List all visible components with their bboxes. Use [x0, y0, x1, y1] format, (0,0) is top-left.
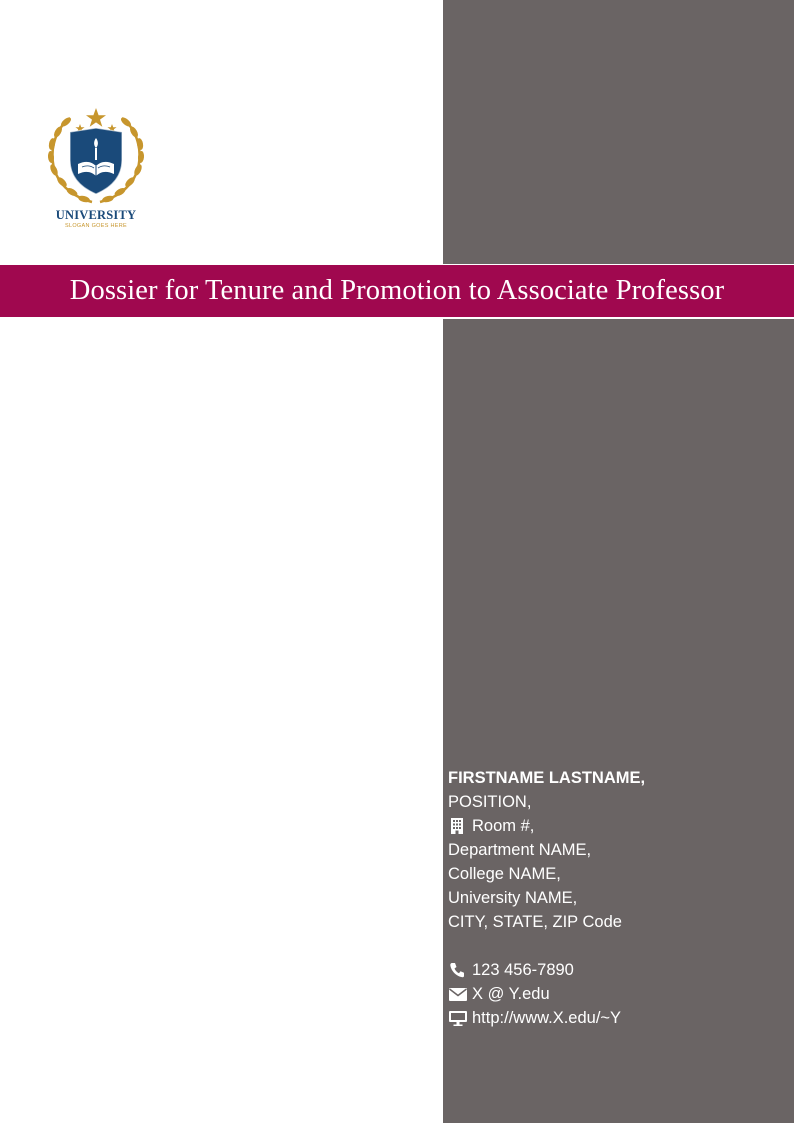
room-text: Room #,: [472, 817, 535, 835]
website-url[interactable]: http://www.X.edu/~Y: [472, 1009, 622, 1027]
email-address[interactable]: X @ Y.edu: [472, 985, 550, 1003]
email-line[interactable]: [448, 982, 778, 1006]
logo-university-name: UNIVERSITY: [55, 208, 137, 222]
monitor-icon: [448, 1009, 466, 1027]
phone-number: 123 456-7890: [472, 961, 574, 979]
faculty-position: POSITION,: [448, 793, 532, 811]
department-name: Department NAME,: [448, 841, 592, 859]
phone-icon: [448, 961, 466, 979]
side-panel-top: [443, 0, 794, 264]
building-icon: [448, 817, 466, 835]
room-line: [448, 814, 778, 838]
college-name: College NAME,: [448, 865, 561, 883]
logo-slogan: SLOGAN GOES HERE: [65, 223, 127, 229]
university-name: University NAME,: [448, 889, 578, 907]
laurel-crest-icon: [40, 104, 152, 208]
website-line[interactable]: [448, 1006, 778, 1030]
university-logo: [40, 104, 152, 230]
faculty-name: FIRSTNAME LASTNAME,: [448, 769, 646, 787]
phone-line: [448, 958, 778, 982]
page-title: Dossier for Tenure and Promotion to Associate Professor: [69, 275, 725, 306]
contact-block: [448, 766, 778, 1030]
contact-spacer: [448, 934, 778, 958]
address-text: CITY, STATE, ZIP Code: [448, 913, 622, 931]
title-banner: [0, 265, 794, 317]
envelope-icon: [448, 985, 466, 1003]
